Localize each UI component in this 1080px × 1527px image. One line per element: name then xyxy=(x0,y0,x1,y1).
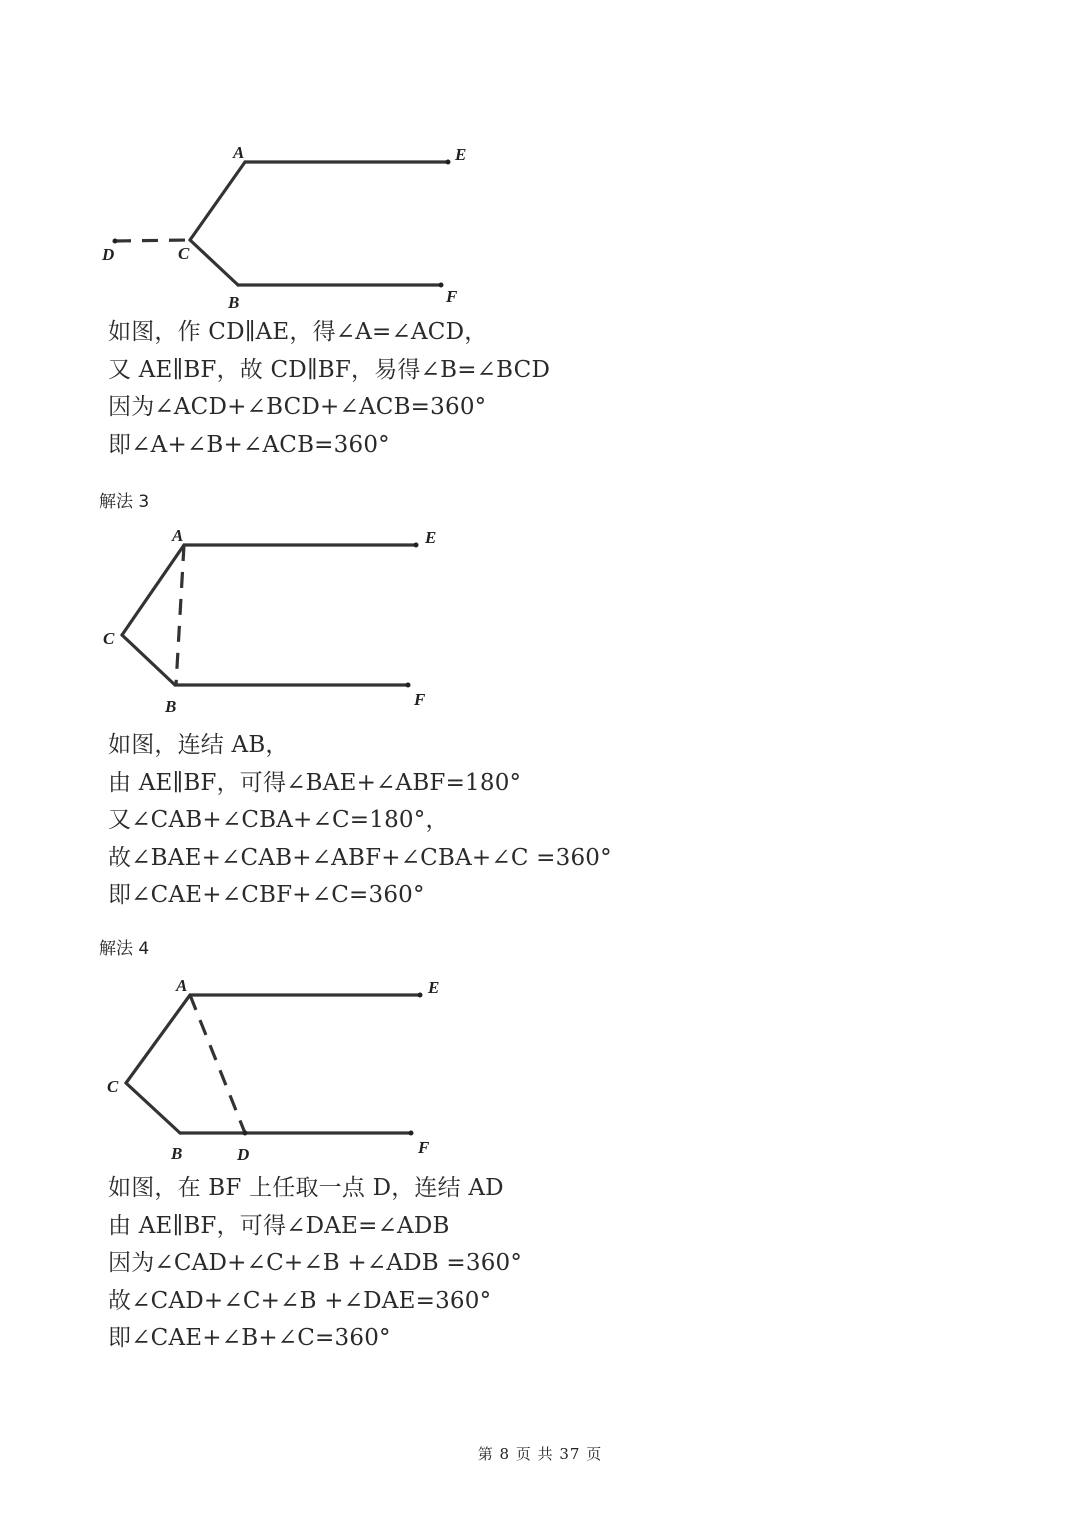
label-A: A xyxy=(172,526,184,545)
proof-line: 如图，在 BF 上任取一点 D，连结 AD xyxy=(108,1175,504,1201)
proof-line: 如图，连结 AB， xyxy=(108,732,289,758)
label-A: A xyxy=(233,143,245,162)
proof-line: 如图，作 CD∥AE，得∠A=∠ACD， xyxy=(108,319,488,345)
page-number-footer: 第 8 页 共 37 页 xyxy=(477,1445,603,1463)
label-F: F xyxy=(418,1138,430,1157)
proof-line: 又 AE∥BF，故 CD∥BF，易得∠B=∠BCD xyxy=(108,356,551,383)
solution-4-proof xyxy=(108,1170,522,1358)
proof-line: 因为∠CAD+∠C+∠B +∠ADB =360° xyxy=(108,1250,523,1276)
proof-line: 即∠CAE+∠B+∠C=360° xyxy=(108,1325,391,1351)
proof-line: 因为∠ACD+∠BCD+∠ACB=360° xyxy=(108,394,487,420)
label-D: D xyxy=(102,245,115,264)
proof-line: 即∠CAE+∠CBF+∠C=360° xyxy=(108,882,425,908)
proof-line: 由 AE∥BF，可得∠DAE=∠ADB xyxy=(108,1212,450,1239)
label-E: E xyxy=(455,145,467,164)
label-C: C xyxy=(103,629,115,648)
label-E: E xyxy=(425,528,437,547)
proof-line: 即∠A+∠B+∠ACB=360° xyxy=(108,431,390,458)
label-F: F xyxy=(446,287,458,306)
proof-line: 故∠CAD+∠C+∠B +∠DAE=360° xyxy=(108,1287,492,1314)
label-B: B xyxy=(171,1144,183,1163)
label-C: C xyxy=(107,1077,119,1096)
label-D: D xyxy=(237,1145,250,1164)
label-F: F xyxy=(414,690,426,709)
label-B: B xyxy=(165,697,177,716)
solution-4-heading: 解法 4 xyxy=(99,939,150,959)
proof-line: 故∠BAE+∠CAB+∠ABF+∠CBA+∠C =360° xyxy=(108,844,612,871)
label-E: E xyxy=(428,978,440,997)
solution-3-heading: 解法 3 xyxy=(99,492,150,512)
proof-line: 又∠CAB+∠CBA+∠C=180°， xyxy=(108,807,449,833)
label-C: C xyxy=(178,244,190,263)
label-B: B xyxy=(228,293,240,312)
label-A: A xyxy=(176,976,188,995)
proof-line: 由 AE∥BF，可得∠BAE+∠ABF=180° xyxy=(108,769,522,796)
